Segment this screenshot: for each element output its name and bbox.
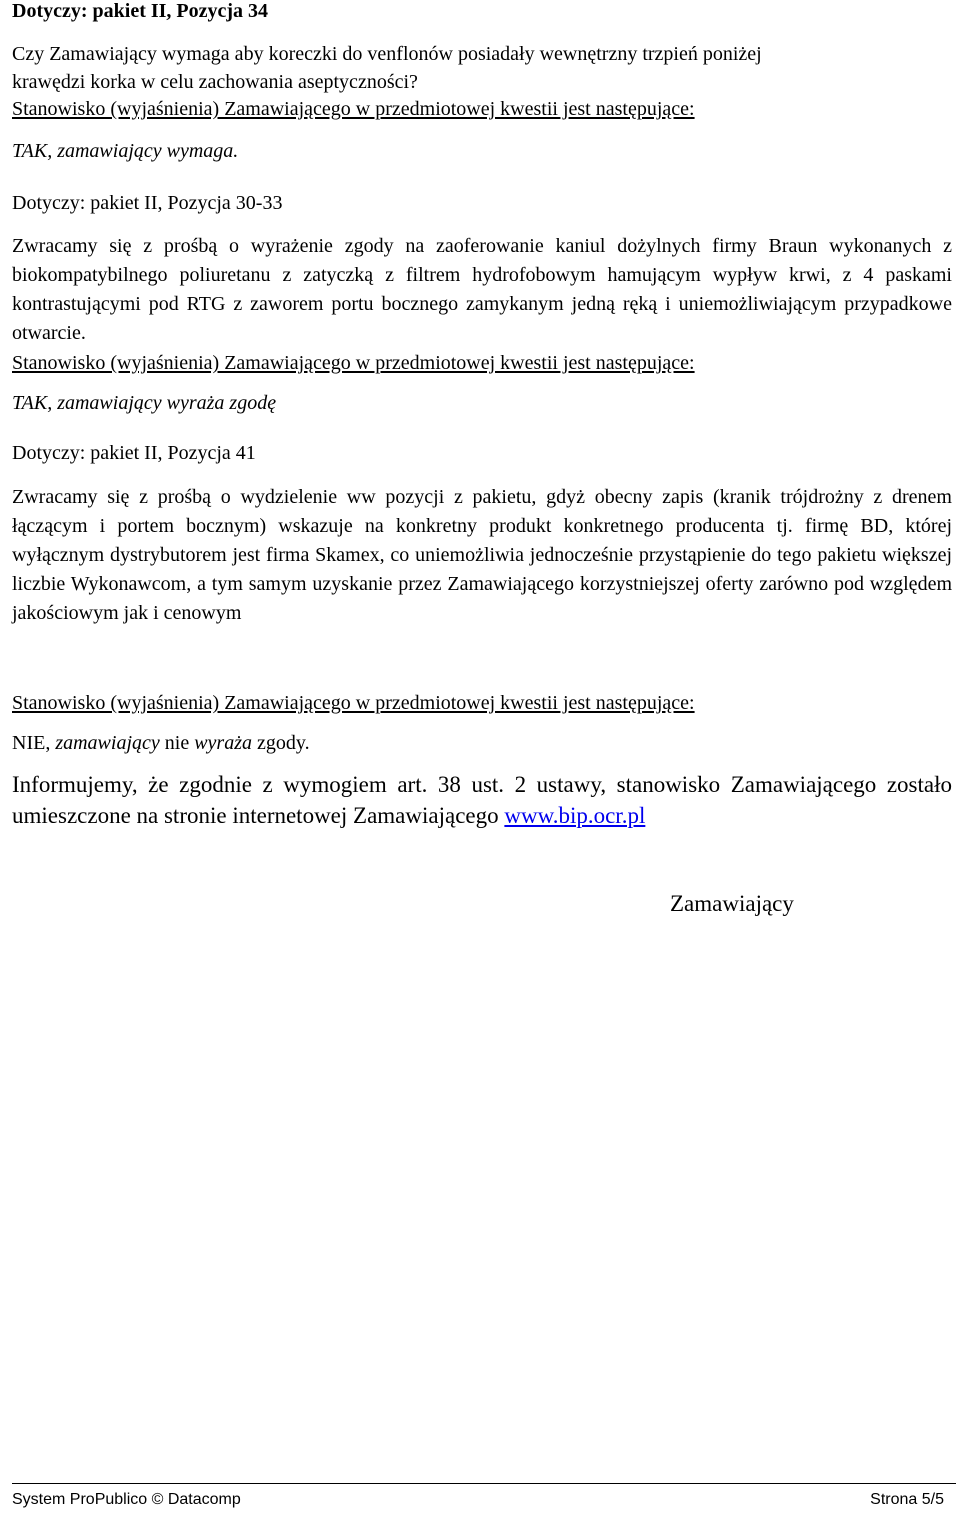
document-page — [12, 0, 952, 1514]
question-paragraph: Zwracamy się z prośbą o wyrażenie zgody na zaoferowanie kaniul dożylnych firmy Braun wykonanych z biokompatybilnego poliuretanu z zatyczką z filtrem hydrofobowym hamującym wypływ krwi, z 4 paskami kontrastującymi pod RTG z zaworem portu bocznego zamykanym jedną ręką i uniemożliwiającym przypadkowe otwarcie. — [12, 235, 952, 344]
question-line: krawędzi korka w celu zachowania aseptyczności? — [12, 71, 418, 93]
footer-divider — [12, 1483, 956, 1484]
answer-text — [12, 732, 310, 755]
footer-page-number: Strona 5/5 — [870, 1491, 944, 1508]
question-line: Czy Zamawiający wymaga aby koreczki do venflonów posiadały wewnętrzny trzpień poniżej — [12, 43, 762, 65]
stance-heading: Stanowisko (wyjaśnienia) Zamawiającego w przedmiotowej kwestii jest następujące: — [12, 98, 695, 120]
answer-part: zamawiający — [55, 732, 160, 754]
answer-part: NIE, — [12, 732, 56, 754]
stance-heading: Stanowisko (wyjaśnienia) Zamawiającego w przedmiotowej kwestii jest następujące: — [12, 692, 695, 714]
answer-text: TAK, zamawiający wymaga. — [12, 140, 239, 162]
section-heading: Dotyczy: pakiet II, Pozycja 30-33 — [12, 192, 283, 214]
section-heading: Dotyczy: pakiet II, Pozycja 41 — [12, 442, 256, 464]
info-text: Informujemy, że zgodnie z wymogiem art. 38 ust. 2 ustawy, stanowisko Zamawiającego zostało umieszczone na stronie internetowej Zamawiającego — [12, 772, 952, 828]
question-paragraph: Zwracamy się z prośbą o wydzielenie ww pozycji z pakietu, gdyż obecny zapis (kranik trójdrożny z drenem łączącym i portem bocznym) wskazuje na konkretny produkt konkretnego producenta tj. firmę BD, której wyłącznym dystrybutorem jest firma Skamex, co uniemożliwia jednocześnie przystąpienie do tego pakietu większej liczbie Wykonawcom, a tym samym uzyskanie przez Zamawiającego korzystniejszej oferty zarówno pod względem jakościowym jak i cenowym — [12, 486, 952, 624]
answer-part: wyraża — [194, 732, 252, 754]
answer-part: nie — [159, 732, 195, 754]
bip-link[interactable]: www.bip.ocr.pl — [504, 803, 646, 828]
signature: Zamawiający — [670, 891, 794, 916]
footer-left: System ProPublico © Datacomp — [12, 1491, 241, 1508]
answer-part: zgody. — [252, 732, 310, 754]
section-heading: Dotyczy: pakiet II, Pozycja 34 — [12, 0, 269, 22]
info-paragraph — [12, 769, 952, 831]
stance-heading: Stanowisko (wyjaśnienia) Zamawiającego w przedmiotowej kwestii jest następujące: — [12, 352, 695, 374]
answer-text: TAK, zamawiający wyraża zgodę — [12, 392, 277, 414]
